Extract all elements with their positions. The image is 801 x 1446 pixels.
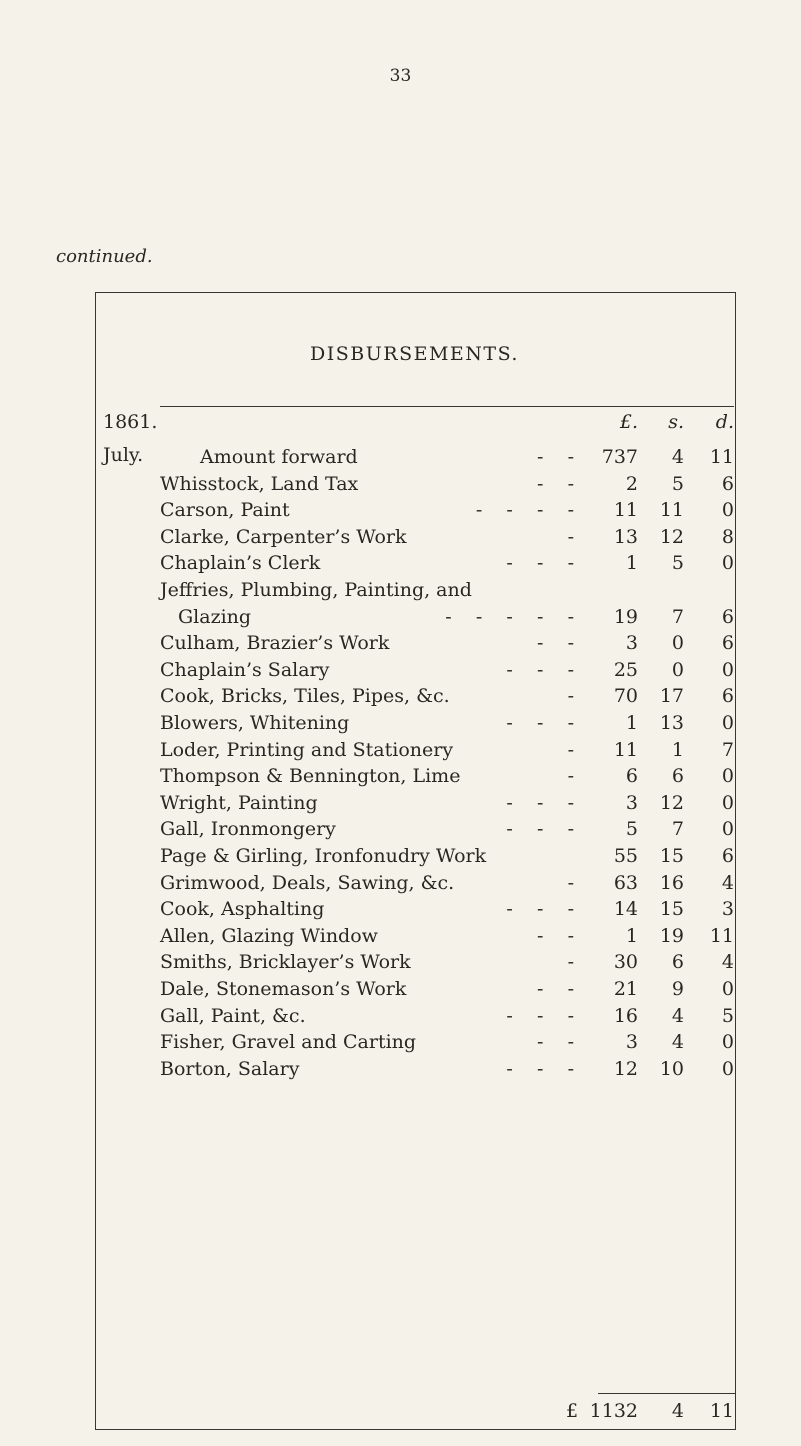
amount-pence: 3 [721,898,734,921]
entry-description: Chaplain’s Clerk [160,552,321,575]
ledger-row [0,843,801,870]
ledger-row [0,550,801,577]
amount-pence: 8 [721,525,734,548]
amount-pounds: 11 [613,738,638,761]
ledger-row [0,497,801,524]
leader-dashes: - - - [506,1004,574,1027]
entry-description: Cook, Bricks, Tiles, Pipes, &c. [160,685,450,708]
amount-shillings: 17 [659,685,684,708]
leader-dashes: - - - [506,791,574,814]
leader-dashes: - [567,685,574,708]
pounds-column-header: £. [619,411,638,433]
amount-pence: 11 [709,446,734,468]
amount-shillings: 15 [659,898,684,921]
entry-description: Loder, Printing and Stationery [160,738,454,761]
ledger-row [0,976,801,1003]
leader-dashes: - - [537,472,574,495]
amount-pounds: 3 [625,1031,638,1054]
amount-pence: 4 [721,871,734,894]
amount-pounds: 2 [625,472,638,495]
sum-rule [598,1393,736,1394]
entry-description: Fisher, Gravel and Carting [160,1031,417,1054]
amount-pounds: 3 [625,791,638,814]
amount-shillings: 13 [659,712,684,734]
amount-pence: 0 [721,552,734,575]
ledger-row [0,790,801,817]
amount-pence: 0 [721,712,734,734]
entry-description: Thompson & Bennington, Lime [160,765,461,788]
total-row [0,1398,801,1424]
entry-description: Grimwood, Deals, Sawing, &c. [160,871,455,894]
ledger-row [0,737,801,764]
ledger-row [0,1029,801,1056]
amount-pounds: 5 [625,818,638,841]
amount-pence: 4 [721,951,734,974]
amount-pounds: 70 [613,685,638,708]
page-number: 33 [389,66,412,86]
amount-shillings: 1 [671,738,684,761]
amount-pounds: 55 [613,845,638,867]
amount-pounds: 3 [625,632,638,655]
leader-dashes: - - [537,632,574,655]
total-label: £ [566,1400,579,1422]
leader-dashes: - - - [506,712,574,734]
entry-description: Jeffries, Plumbing, Painting, and [160,579,472,601]
amount-pence: 6 [721,632,734,655]
amount-shillings: 7 [671,605,684,628]
ledger-row [0,577,801,630]
amount-pence: 0 [721,818,734,841]
ledger-row [0,870,801,897]
amount-pence: 0 [721,765,734,788]
ledger-heading: DISBURSEMENTS. [310,343,519,365]
amount-pounds: 16 [613,1004,638,1027]
amount-shillings: 11 [659,499,684,522]
continued-label: continued. [56,246,153,267]
amount-shillings: 4 [671,1031,684,1054]
leader-dashes: - - [537,978,574,1000]
amount-shillings: 0 [671,632,684,655]
leader-dashes: - [567,765,574,788]
entry-description: Clarke, Carpenter’s Work [160,525,407,548]
amount-shillings: 12 [659,525,684,548]
amount-pence: 0 [721,499,734,522]
leader-dashes: - - - [506,818,574,841]
ledger-row [0,949,801,976]
amount-shillings: 19 [659,924,684,947]
amount-pounds: 14 [613,898,638,921]
leader-dashes: - - - - - [445,605,574,628]
entry-description: Gall, Ironmongery [160,818,336,841]
ledger-row [0,683,801,710]
ledger-row [0,444,801,471]
amount-pence: 0 [721,791,734,814]
amount-pence: 6 [721,845,734,867]
entry-description: Page & Girling, Ironfonudry Work [160,845,487,867]
total-pounds: 1132 [589,1400,638,1422]
entry-description: Blowers, Whitening [160,712,350,734]
entry-description: Smiths, Bricklayer’s Work [160,951,411,974]
amount-shillings: 10 [659,1057,684,1080]
entry-description: Chaplain’s Salary [160,658,330,681]
amount-pounds: 1 [625,924,638,947]
amount-shillings: 0 [671,658,684,681]
year-label: 1861. [103,411,158,433]
amount-shillings: 7 [671,818,684,841]
amount-shillings: 5 [671,552,684,575]
total-pence: 11 [709,1400,734,1422]
entry-description: Wright, Painting [160,791,318,814]
leader-dashes: - [567,951,574,974]
entry-description: Whisstock, Land Tax [160,472,359,495]
amount-pounds: 63 [613,871,638,894]
ledger-row [0,471,801,498]
amount-pence: 6 [721,685,734,708]
total-shillings: 4 [671,1400,684,1422]
leader-dashes: - - - [506,898,574,921]
amount-shillings: 6 [671,951,684,974]
amount-pounds: 11 [613,499,638,522]
ledger-row [0,657,801,684]
amount-pence: 6 [721,472,734,495]
entry-description: Amount forward [200,446,358,468]
entry-description: Cook, Asphalting [160,898,325,921]
amount-pounds: 19 [613,605,638,628]
ledger-row [0,763,801,790]
entry-description: Allen, Glazing Window [160,924,378,947]
ledger-row [0,923,801,950]
amount-pounds: 737 [601,446,638,468]
amount-shillings: 12 [659,791,684,814]
leader-dashes: - - - [506,1057,574,1080]
ledger-row [0,710,801,737]
leader-dashes: - - - [506,552,574,575]
amount-pounds: 21 [613,978,638,1000]
amount-pounds: 1 [625,552,638,575]
leader-dashes: - - [537,446,574,468]
entry-description: Dale, Stonemason’s Work [160,978,407,1000]
amount-pence: 0 [721,978,734,1000]
amount-pence: 0 [721,658,734,681]
leader-dashes: - - - - [475,499,574,522]
amount-shillings: 4 [671,1004,684,1027]
ledger-row [0,896,801,923]
amount-pence: 7 [721,738,734,761]
leader-dashes: - [567,738,574,761]
leader-dashes: - - [537,924,574,947]
ledger-row [0,1003,801,1030]
amount-pounds: 1 [625,712,638,734]
amount-shillings: 5 [671,472,684,495]
amount-pence: 5 [721,1004,734,1027]
amount-pence: 0 [721,1057,734,1080]
amount-shillings: 16 [659,871,684,894]
amount-pounds: 30 [613,951,638,974]
leader-dashes: - [567,525,574,548]
entry-description: Borton, Salary [160,1057,300,1080]
amount-pounds: 12 [613,1057,638,1080]
amount-pence: 0 [721,1031,734,1054]
month-label: July. [103,444,144,466]
amount-pence: 11 [709,924,734,947]
entry-description: Gall, Paint, &c. [160,1004,306,1027]
amount-shillings: 15 [659,845,684,867]
ledger-row [0,630,801,657]
ledger-row [0,1056,801,1083]
amount-shillings: 6 [671,765,684,788]
entry-description: Culham, Brazier’s Work [160,632,390,655]
amount-shillings: 9 [671,978,684,1000]
amount-pounds: 13 [613,525,638,548]
leader-dashes: - [567,871,574,894]
ledger-row [0,816,801,843]
ledger-row [0,524,801,551]
amount-pounds: 6 [625,765,638,788]
entry-description-continued: Glazing [178,605,252,628]
amount-shillings: 4 [671,446,684,468]
pence-column-header: d. [715,411,734,433]
entry-description: Carson, Paint [160,499,290,522]
amount-pence: 6 [721,605,734,628]
leader-dashes: - - [537,1031,574,1054]
leader-dashes: - - - [506,658,574,681]
shillings-column-header: s. [668,411,684,433]
amount-pounds: 25 [613,658,638,681]
header-rule [160,406,734,407]
